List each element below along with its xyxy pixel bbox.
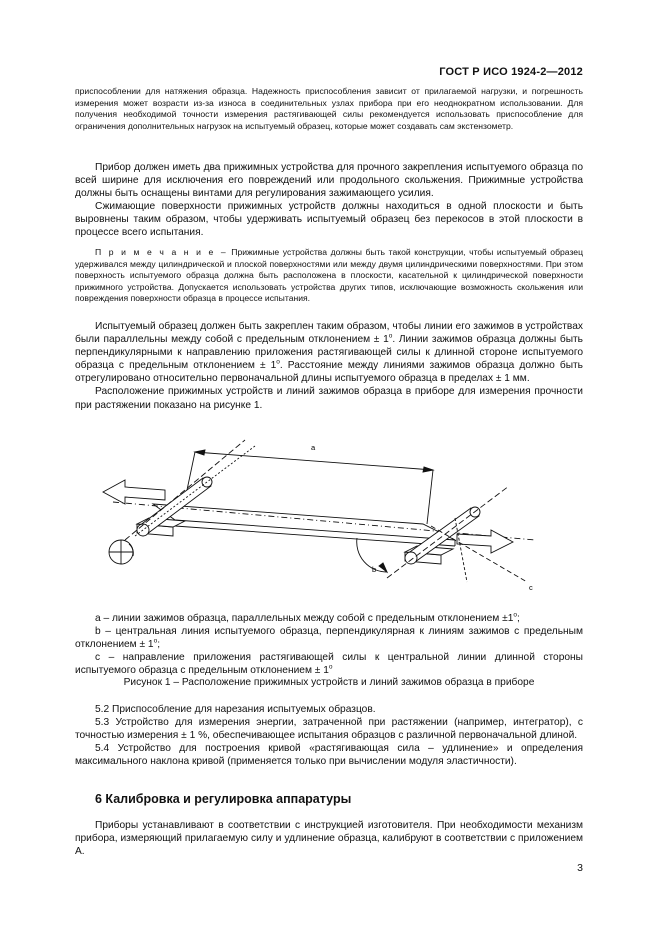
note-block [75,247,583,305]
left-force-arrow [103,480,165,504]
section-6 [75,792,583,858]
intro-paragraph-3: Сжимающие поверхности прижимных устройств должны находиться в одной плоскости и быть выровнены таким образом, чтобы удерживать испытуемый образец без перекосов в этой плоскости в процессе всего испытания. [75,201,583,239]
item-5-4: 5.4 Устройство для построения кривой «растягивающая сила – удлинение» и определения максимального наклона кривой (применяется только при вычислении модуля эластичности). [75,743,583,768]
note-label: П р и м е ч а н и е – [95,247,228,257]
legend-b: b – центральная линия испытуемого образца, перпендикулярная к линиям зажимов с предельным отклонением ± $1^o$; [75,626,583,651]
item-5-3: 5.3 Устройство для измерения энергии, затраченной при растяжении (например, интегратор), с точностью измерения ± 1 %, обеспечивающее испытания образцов с различной первоначальной длиной. [75,717,583,742]
specimen-paragraph-2: Расположение прижимных устройств и линий зажимов образца в приборе для измерения прочности при растяжении показано на рисунке 1. [75,386,583,411]
intro-paragraph-2: Прибор должен иметь два прижимных устройства для прочного закрепления испытуемого образца по всей ширине для исключения его повреждений или продольного скольжения. Прижимные устройства должны быть оснащены винтами для регулирования зажимающего усилия. [75,162,583,200]
figure-label-a: a [311,443,316,452]
legend-c: c – направление приложения растягивающей силы к центральной линии длинной стороны испытуемого образца с предельным отклонением ± $1^o$ [75,652,583,677]
intro-paragraph-1: приспособлении для натяжения образца. Надежность приспособления зависит от прилагаемой нагрузки, и погрешность измерения может возрасти из-за износа в соединительных узлах прибора при его неоднократном использовании. Для получения необходимой точности измерения растягивающей силы рекомендуется использовать приспособление для ограничения дополнительных нагрузок на испытуемый образец, которые может создавать сам экстензометр. [75,86,583,131]
figure-1-drawing [95,432,565,607]
legend-a: a – линии зажимов образца, параллельных между собой с предельным отклонением $\pm 1^o$; [95,611,520,624]
figure-legend [75,612,583,688]
item-5-2: 5.2 Приспособление для нарезания испытуемых образцов. [95,704,376,715]
section-6-paragraph: Приборы устанавливают в соответствии с инструкцией изготовителя. При необходимости механизм прибора, измеряющий прилагаемую силу и удлинение образца, калибруют в соответствии с приложением А. [75,820,583,858]
figure-label-c: c [529,583,533,592]
note-text: Прижимные устройства должны быть такой конструкции, чтобы испытуемый образец удерживался между цилиндрической и плоской поверхностями или между двумя цилиндрическими поверхностями. При этом поверхность испытуемого образца должна быть расположена в плоскости, касательной к цилиндрической поверхности прижимного устройства. Допускается использовать устройства других типов, исключающие возможность скольжения или повреждения поверхности образца в процессе испытания. [75,247,584,303]
dimension-arrow-left [195,450,205,455]
specimen-paragraph-1: Испытуемый образец должен быть закреплен таким образом, чтобы линии его зажимов в устройствах были параллельны между собой с предельным отклонением ± $1^o$. Линии зажимов образца должны быть перпендикулярными к направлению приложения растягивающей силы к длинной стороне испытуемого образца с предельным отклонением ± $1^o$. Расстояние между линиями зажимов образца должно быть отрегулировано относительно первоначальной длины испытуемого образца в пределах ± 1 мм. [75,321,583,385]
intro-block [75,161,583,240]
specimen-strip [153,504,455,540]
dimension-line-a [195,452,433,470]
figure-caption: Рисунок 1 – Расположение прижимных устройств и линий зажимов образца в приборе [123,677,535,689]
section-6-title: 6 Калибровка и регулировка аппаратуры [95,792,352,806]
items-block [75,703,583,768]
force-direction-line-c [431,526,527,582]
figure-label-b: b [372,565,377,574]
specimen-block [75,320,583,412]
document-id: ГОСТ Р ИСО 1924-2—2012 [439,66,583,78]
dimension-arrow-right [423,467,433,472]
page-number: 3 [577,862,583,874]
